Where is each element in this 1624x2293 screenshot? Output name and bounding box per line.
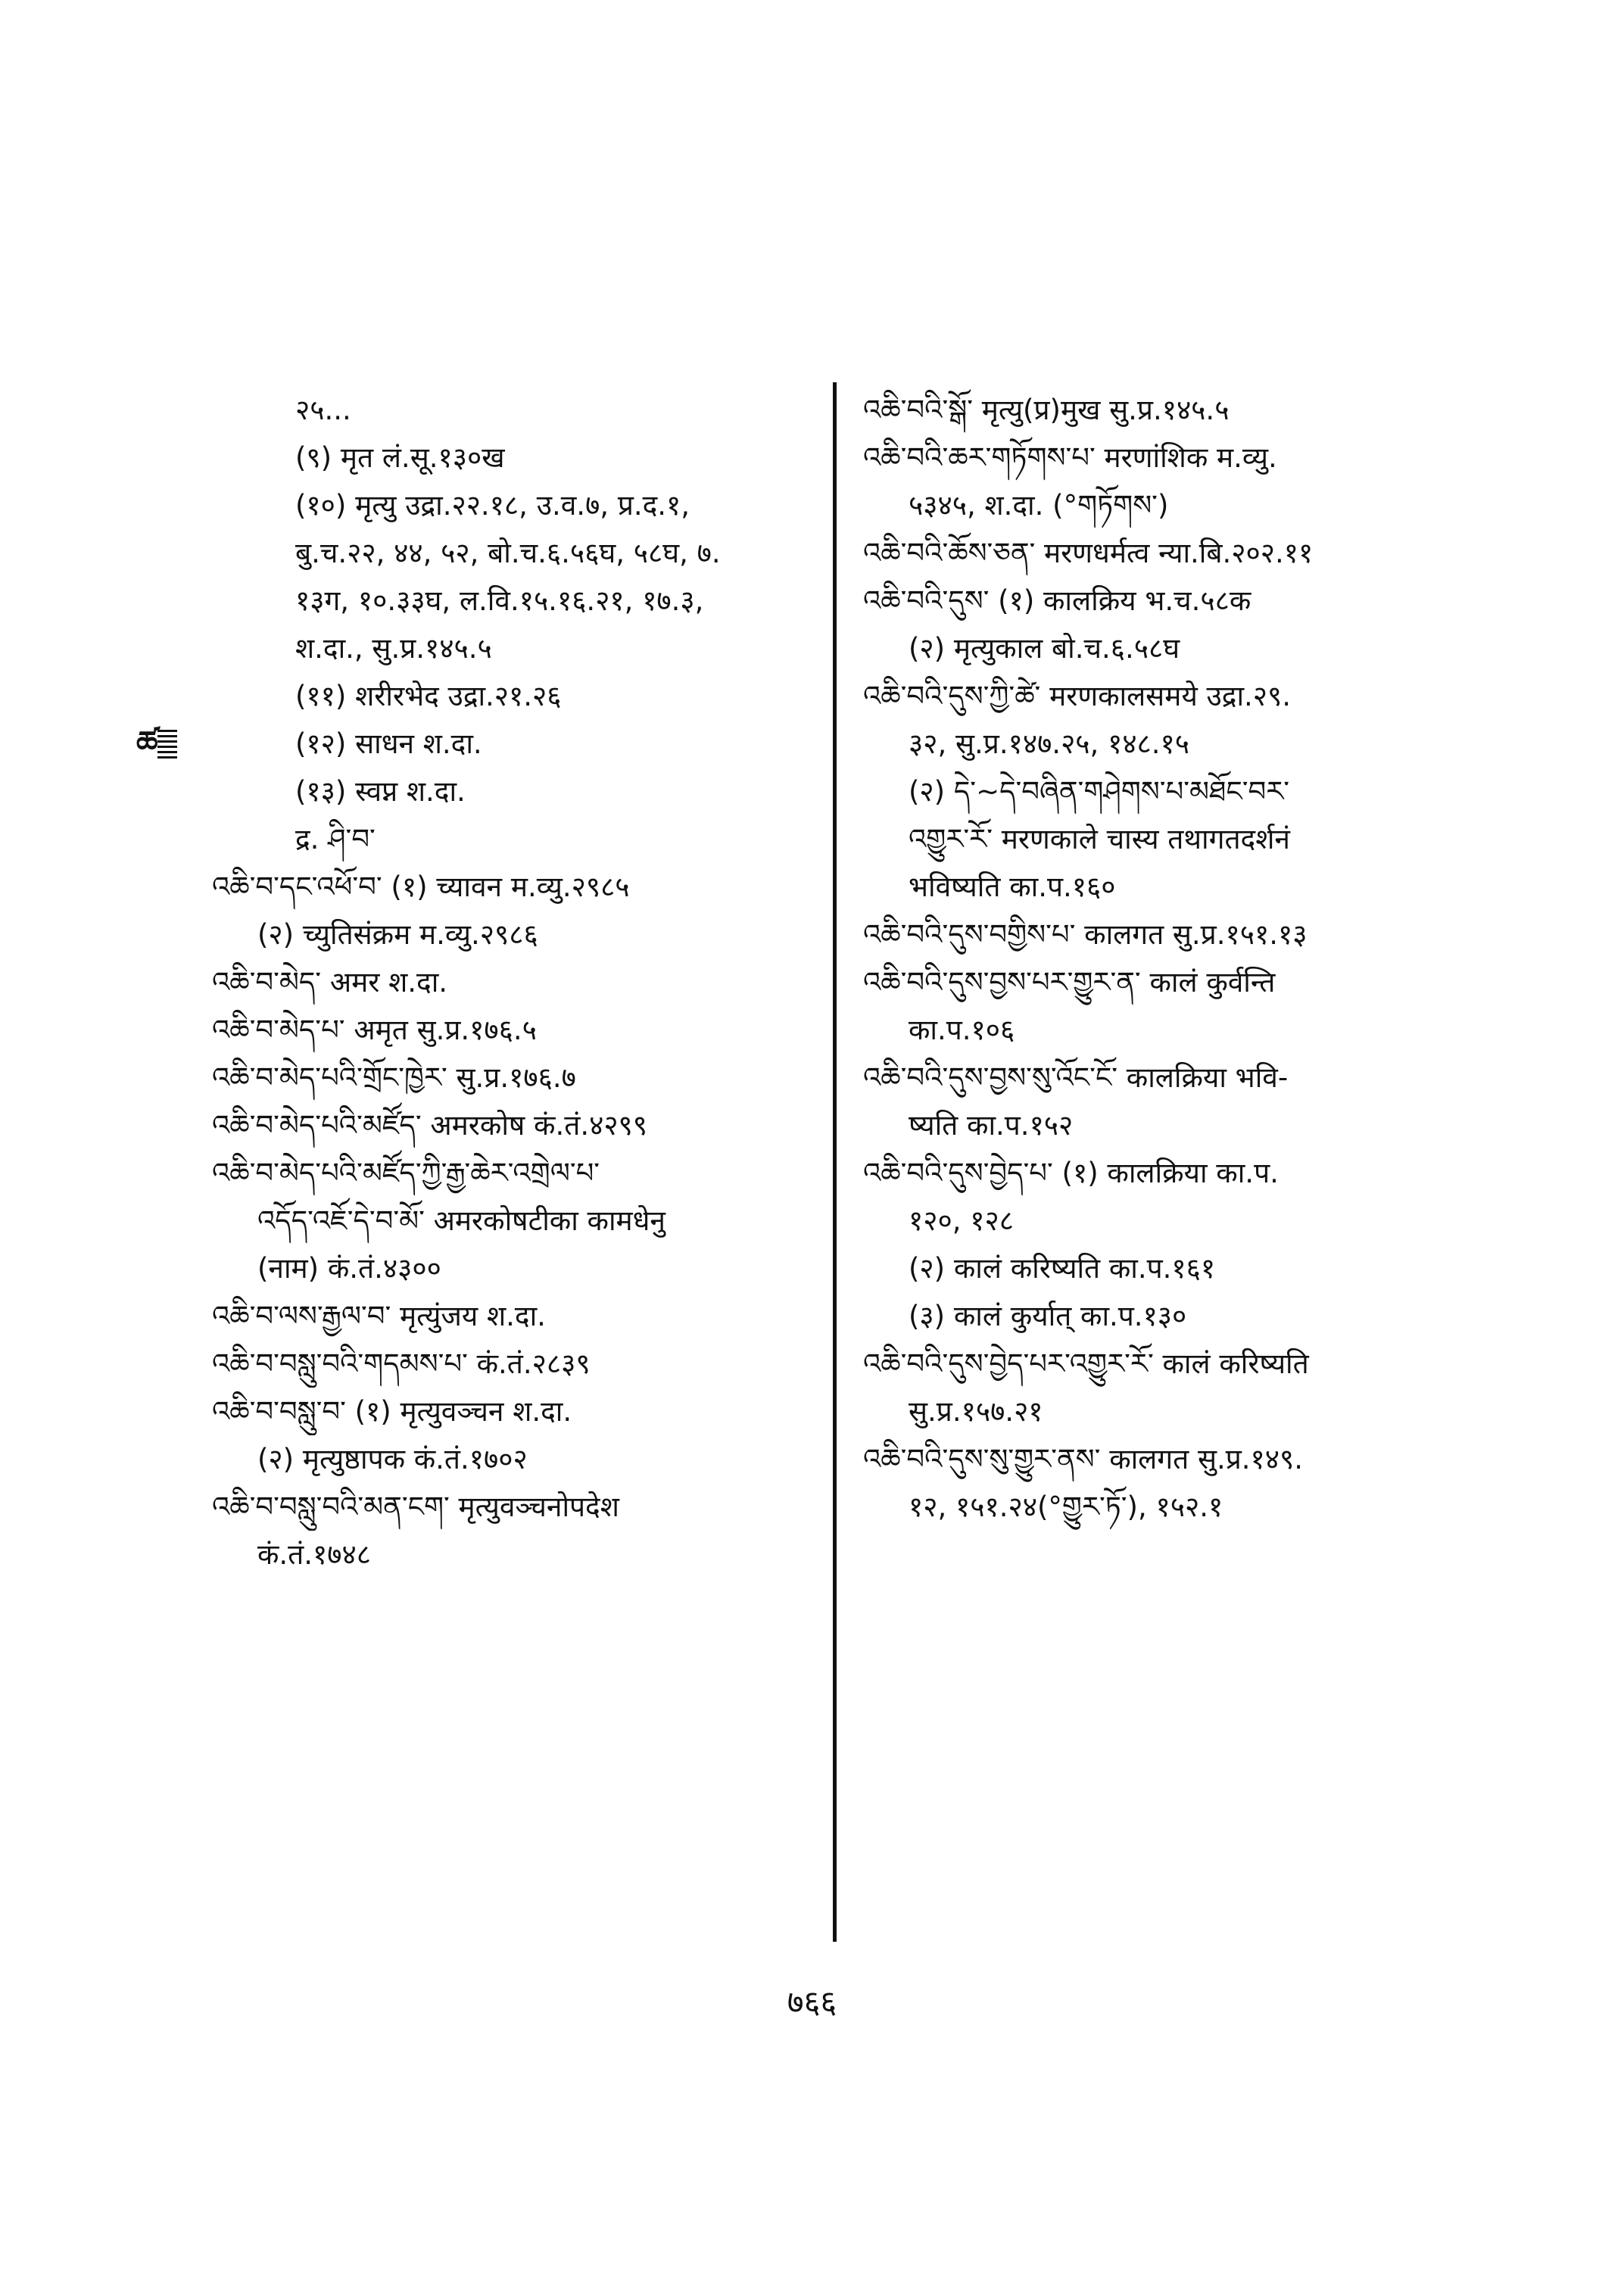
- dictionary-entry-line: འཆི་བ་ལས་རྒྱལ་བ་ मृत्युंजय श.दा.: [212, 1300, 546, 1332]
- dictionary-entry-line: འཆི་བའི་དུས་ (१) कालक्रिय भ.च.५८क: [863, 584, 1252, 617]
- dictionary-entry-line: འཆི་བའི་ཆོས་ཅན་ मरणधर्मत्व न्या.बि.२०२.११: [863, 537, 1314, 569]
- right-column: [863, 386, 1469, 1531]
- entry-continuation-line: འགྱུར་རོ་ मरणकाले चास्य तथागतदर्शनं: [909, 823, 1290, 855]
- entry-continuation-line: ५३४५, श.दा. (°གཏོགས་): [909, 489, 1169, 522]
- entry-continuation-line: (१३) स्वप्न श.दा.: [295, 775, 466, 808]
- dictionary-entry-line: འཆི་བ་མེད་པའི་གྲོང་ཁྱེར་ सु.प्र.१७६.७: [212, 1061, 576, 1094]
- dictionary-entry-line: འཆི་བ་མེད་པ་ अमृत सु.प्र.१७६.५: [212, 1014, 537, 1046]
- entry-continuation-line: (२) च्युतिसंक्रम म.व्यु.२९८६: [257, 918, 538, 951]
- entry-continuation-line: कं.तं.१७४८: [257, 1538, 371, 1571]
- margin-section-mark: ཚ: [136, 708, 177, 793]
- dictionary-entry-line: འཆི་བའི་སྒོ་ मृत्यु(प्र)मुख सु.प्र.१४५.५: [863, 394, 1230, 426]
- entry-continuation-line: (२) དེ་~དེ་བཞིན་གཤེགས་པ་མཐོང་བར་: [909, 775, 1290, 808]
- entry-continuation-line: १२, १५१.२४(°གྱུར་ཏོ་), १५२.१: [909, 1491, 1223, 1523]
- dictionary-entry-line: འཆི་བ་མེད་པའི་མཛོད་ཀྱི་རྒྱ་ཆེར་འགྲེལ་པ་: [212, 1157, 600, 1189]
- dictionary-entry-line: འཆི་བ་དང་འཕོ་བ་ (१) च्यावन म.व्यु.२९८५: [212, 871, 630, 903]
- entry-continuation-line: (११) शरीरभेद उद्रा.२१.२६: [295, 680, 562, 712]
- dictionary-entry-line: འཆི་བའི་དུས་བྱས་པར་གྱུར་ན་ कालं कुर्वन्ति: [863, 966, 1276, 999]
- entry-continuation-line: १२०, १२८: [909, 1204, 1014, 1237]
- column-divider: [833, 382, 837, 1942]
- entry-continuation-line: श.दा., सु.प्र.१४५.५: [295, 632, 492, 665]
- dictionary-entry-line: འཆི་བ་མེད་པའི་མཛོད་ अमरकोष कं.तं.४२९९: [212, 1109, 648, 1142]
- entry-continuation-line: द्र. ཤི་བ་: [295, 823, 376, 855]
- dictionary-entry-line: འཆི་བའི་དུས་བགྱིས་པ་ कालगत सु.प्र.१५१.१३: [863, 918, 1308, 951]
- entry-continuation-line: बु.च.२२, ४४, ५२, बो.च.६.५६घ, ५८घ, ७.: [295, 537, 721, 569]
- entry-continuation-line: (३) कालं कुर्यात् का.प.१३०: [909, 1300, 1187, 1332]
- dictionary-entry-line: འཆི་བའི་དུས་སུ་གྱུར་ནས་ कालगत सु.प्र.१४९.: [863, 1443, 1304, 1475]
- left-column: [212, 386, 818, 1578]
- dictionary-entry-line: འཆི་བ་མེད་ अमर श.दा.: [212, 966, 448, 999]
- entry-continuation-line: (२) मृत्युकाल बो.च.६.५८घ: [909, 632, 1180, 665]
- entry-continuation-line: ३२, सु.प्र.१४७.२५, १४८.१५: [909, 727, 1190, 760]
- entry-continuation-line: (नाम) कं.तं.४३००: [257, 1252, 441, 1285]
- entry-continuation-line: (२) मृत्युष्ठापक कं.तं.१७०२: [257, 1443, 528, 1475]
- dictionary-entry-line: འཆི་བའི་ཆར་གཏོགས་པ་ मरणांशिक म.व्यु.: [863, 441, 1277, 474]
- entry-continuation-line: (१०) मृत्यु उद्रा.२२.१८, उ.व.७, प्र.द.१,: [295, 489, 690, 522]
- dictionary-entry-line: འཆི་བ་བསླུ་བ་ (१) मृत्युवञ्चन श.दा.: [212, 1395, 572, 1428]
- dictionary-entry-line: འཆི་བའི་དུས་བྱེད་པ་ (१) कालक्रिया का.प.: [863, 1157, 1279, 1189]
- dictionary-entry-line: འཆི་བའི་དུས་བྱེད་པར་འགྱུར་རོ་ कालं करिष्यति: [863, 1347, 1309, 1380]
- entry-continuation-line: འདོད་འཇོ་དེ་བ་མོ་ अमरकोषटीका कामधेनु: [257, 1204, 665, 1237]
- entry-continuation-line: १३ग, १०.३३घ, ल.वि.१५.१६.२१, १७.३,: [295, 584, 704, 617]
- dictionary-entry-line: འཆི་བའི་དུས་བྱས་སུ་འོང་ངོ་ कालक्रिया भवि-: [863, 1061, 1289, 1094]
- entry-continuation-line: भविष्यति का.प.१६०: [909, 871, 1116, 903]
- entry-continuation-line: (२) कालं करिष्यति का.प.१६१: [909, 1252, 1216, 1285]
- dictionary-entry-line: འཆི་བ་བསླུ་བའི་མན་ངག་ मृत्युवञ्चनोपदेश: [212, 1491, 619, 1523]
- dictionary-entry-line: འཆི་བ་བསླུ་བའི་གདམས་པ་ कं.तं.२८३९: [212, 1347, 591, 1380]
- entry-continuation-line: २५...: [295, 394, 351, 426]
- entry-continuation-line: का.प.१०६: [909, 1014, 1015, 1046]
- entry-continuation-line: ष्यति का.प.१५२: [909, 1109, 1074, 1142]
- dictionary-entry-line: འཆི་བའི་དུས་ཀྱི་ཚེ་ मरणकालसमये उद्रा.२९.: [863, 680, 1292, 712]
- page-number: ७६६: [787, 1983, 837, 2020]
- entry-continuation-line: (९) मृत लं.सू.१३०ख: [295, 441, 505, 474]
- entry-continuation-line: सु.प्र.१५७.२१: [909, 1395, 1043, 1428]
- entry-continuation-line: (१२) साधन श.दा.: [295, 727, 482, 760]
